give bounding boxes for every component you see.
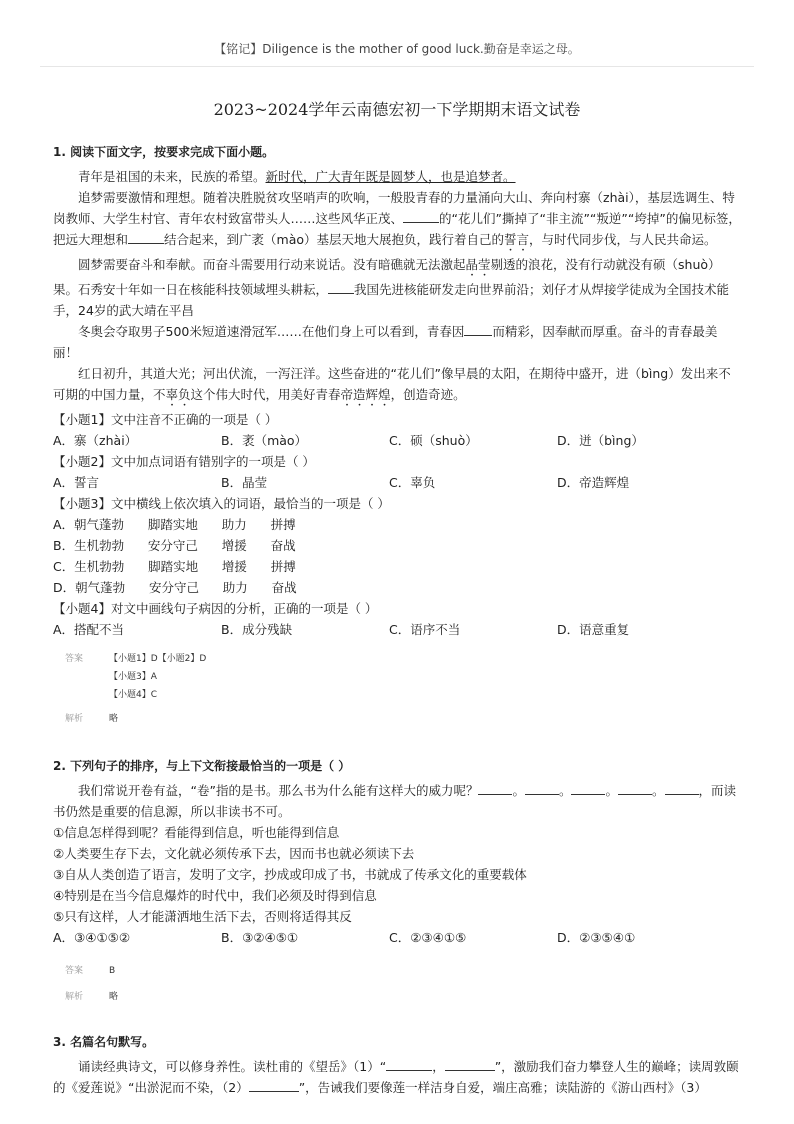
answer-label: 答案	[65, 966, 84, 976]
sentence-3: ③自从人类创造了语言，发明了文字，抄成或印成了书，书就成了传承文化的重要载体	[53, 867, 527, 882]
option-c[interactable]: C．硕（shuò）	[389, 433, 478, 448]
sub-question-1: 【小题1】文中注音不正确的一项是（ ）	[53, 412, 278, 427]
option-a[interactable]: A．搭配不当	[53, 622, 125, 637]
question-3-text-cont	[53, 1077, 741, 1098]
passage-paragraph-1	[53, 166, 741, 187]
fill-blank-2[interactable]	[445, 1058, 495, 1071]
option-d[interactable]: D．迸（bìng）	[557, 433, 644, 448]
analysis-label: 解析	[65, 714, 84, 724]
question-1-heading: 1. 阅读下面文字，按要求完成下面小题。	[53, 145, 275, 159]
dotted-word: 誓言	[504, 232, 530, 247]
passage-text: ，创造奇迹。	[390, 387, 466, 402]
sub-question-4-options	[53, 619, 741, 640]
question-2-options	[53, 927, 741, 948]
dotted-word: 晶莹	[465, 257, 491, 272]
question-2	[53, 756, 741, 1006]
passage-text: ”，激励我们奋力攀登人生的巅峰；读周敦颐	[494, 1059, 739, 1074]
option-a[interactable]: A．朝气蓬勃 脚踏实地 助力 拼搏	[53, 517, 296, 532]
option-b[interactable]: B．生机勃勃 安分守己 增援 奋战	[53, 538, 296, 553]
option-c[interactable]: C．辜负	[389, 475, 436, 490]
option-d[interactable]: D．帝造辉煌	[557, 475, 630, 490]
passage-paragraph-4	[53, 321, 741, 363]
analysis-text: 略	[109, 714, 119, 724]
passage-text: ”，告诫我们要像莲一样洁身自爱，端庄高雅；读陆游的《游山西村》（3）	[298, 1080, 707, 1095]
passage-text: 剔透的浪花，没有行动就没有硕（shuò）果。石秀安十年如一日在核能科技领域埋头耕耘，	[53, 257, 721, 297]
fill-blank-1[interactable]	[478, 782, 512, 795]
passage-text: ，而读书仍然是重要的信息源，所以非读书不可。	[53, 783, 737, 819]
passage-text: 这个伟大时代，用美好青春	[190, 387, 341, 402]
fill-blank-5[interactable]	[665, 782, 699, 795]
passage-text: 青年是祖国的未来，民族的希望。	[78, 169, 266, 184]
option-a[interactable]: A．誓言	[53, 475, 100, 490]
sentence-2: ②人类要生存下去，文化就必须传承下去，因而书也就必须读下去	[53, 846, 415, 861]
fill-blank-4[interactable]	[464, 323, 492, 336]
fill-blank-1[interactable]	[403, 210, 439, 223]
question-2-intro: 我们常说开卷有益，“卷”指的是书。那么书为什么能有这样大的威力呢？ 。 。 。 。 ，而读书仍然是重要的信息源，所以非读书不可。	[53, 783, 737, 819]
exam-content	[53, 142, 741, 1098]
passage-text: 红日初升，其道大光；河出伏流，一泻汪洋。这些奋进的“花儿们”像早晨的太阳，在期待中盛开，进（bìng）发出来不可期的中国力量，不	[53, 366, 731, 402]
passage-text: ，与时代同步伐，与人民共命运。	[529, 232, 717, 247]
option-a[interactable]: A．寨（zhài）	[53, 433, 138, 448]
passage-text: ，	[432, 1059, 445, 1074]
fill-blank-3[interactable]	[249, 1079, 299, 1092]
answer-text: B	[109, 966, 116, 976]
option-c[interactable]: C．生机勃勃 脚踏实地 增援 拼搏	[53, 559, 296, 574]
passage-text: 追梦需要激情和理想。随着决胜脱贫攻坚哨声的吹响，一般股青春的力量涌向大山、奔向村寨（zhài），基层选调生、特岗教师、大学生村官、青年农村致富带头人……这些风华正茂、	[53, 190, 735, 226]
passage-text: 圆梦需要奋斗和奉献。而奋斗需要用行动来说话。没有暗礁就无法激起	[78, 257, 466, 272]
option-d[interactable]: D．语意重复	[557, 622, 630, 637]
option-b[interactable]: B．晶莹	[221, 475, 268, 490]
passage-text: 结合起来，到广袤（mào）基层天地大展抱负，践行着自己的	[164, 232, 505, 247]
answer-block	[65, 650, 741, 728]
analysis-text: 略	[109, 992, 119, 1002]
sub-question-2-options	[53, 472, 741, 493]
sentence-5: ⑤只有这样，人才能潇洒地生活下去，否则将适得其反	[53, 909, 352, 924]
question-3-text	[53, 1056, 741, 1077]
question-3	[53, 1032, 741, 1098]
option-a[interactable]: A．③④①⑤②	[53, 930, 131, 945]
sentence-1: ①信息怎样得到呢？看能得到信息，听也能得到信息	[53, 825, 340, 840]
sub-question-4: 【小题4】对文中画线句子病因的分析，正确的一项是（ ）	[53, 601, 378, 616]
passage-paragraph-2	[53, 187, 741, 254]
passage-text: 诵读经典诗文，可以修身养性。读杜甫的《望岳》（1）“	[78, 1059, 387, 1074]
option-c[interactable]: C．②③④①⑤	[389, 930, 467, 945]
answer-text: 【小题1】D【小题2】D	[109, 654, 207, 664]
header-divider	[40, 66, 754, 67]
motto-banner: 【铭记】Diligence is the mother of good luck.勤奋是幸运之母。	[214, 42, 580, 56]
answer-text: 【小题3】A	[109, 672, 157, 682]
question-2-heading: 2. 下列句子的排序，与上下文衔接最恰当的一项是（ ）	[53, 759, 351, 773]
passage-text: 我国先进核能研发走向世界前沿；刘仔才从焊接学徒成为全国技术能手，24岁的武大靖在平昌	[53, 282, 730, 318]
fill-blank-3[interactable]	[328, 281, 354, 294]
question-1	[53, 142, 741, 728]
fill-blank-4[interactable]	[618, 782, 652, 795]
passage-text: 的《爱莲说》“出淤泥而不染，（2）	[53, 1080, 249, 1095]
answer-text: 【小题4】C	[109, 690, 158, 700]
sub-question-1-options	[53, 430, 741, 451]
passage-text: 我们常说开卷有益，“卷”指的是书。那么书为什么能有这样大的威力呢？	[78, 783, 479, 798]
fill-blank-1[interactable]	[386, 1058, 432, 1071]
fill-blank-2[interactable]	[128, 231, 164, 244]
option-b[interactable]: B．袤（mào）	[221, 433, 308, 448]
passage-text: 的“花儿们”撕掉了“非主流”“叛逆”“垮掉”的偏见标签，把远大理想和	[53, 211, 741, 247]
answer-block	[65, 962, 741, 1006]
passage-text: 冬奥会夺取男子500米短道速滑冠军……在他们身上可以看到，青春因	[78, 324, 465, 339]
passage-paragraph-3	[53, 254, 741, 321]
dotted-word: 辜负	[165, 387, 191, 402]
answer-label: 答案	[65, 654, 84, 664]
option-d[interactable]: D．朝气蓬勃 安分守己 助力 奋战	[53, 580, 297, 595]
option-b[interactable]: B．成分残缺	[221, 622, 293, 637]
option-c[interactable]: C．语序不当	[389, 622, 461, 637]
underlined-sentence: 新时代，广大青年既是圆梦人，也是追梦者。	[265, 169, 516, 184]
passage-paragraph-5	[53, 363, 741, 409]
sentence-4: ④特别是在当今信息爆炸的时代中，我们必须及时得到信息	[53, 888, 377, 903]
option-d[interactable]: D．②③⑤④①	[557, 930, 636, 945]
option-b[interactable]: B．③②④⑤①	[221, 930, 299, 945]
analysis-label: 解析	[65, 992, 84, 1002]
dotted-word: 帝造辉煌	[340, 387, 391, 402]
page-title: 2023~2024学年云南德宏初一下学期期末语文试卷	[213, 100, 581, 119]
sub-question-2: 【小题2】文中加点词语有错别字的一项是（ ）	[53, 454, 315, 469]
sub-question-3: 【小题3】文中横线上依次填入的词语，最恰当的一项是（ ）	[53, 496, 390, 511]
fill-blank-3[interactable]	[571, 782, 605, 795]
passage-text: 而精彩，因奉献而厚重。奋斗的青春最美丽！	[53, 324, 718, 360]
fill-blank-2[interactable]	[525, 782, 559, 795]
question-3-heading: 3. 名篇名句默写。	[53, 1035, 155, 1049]
